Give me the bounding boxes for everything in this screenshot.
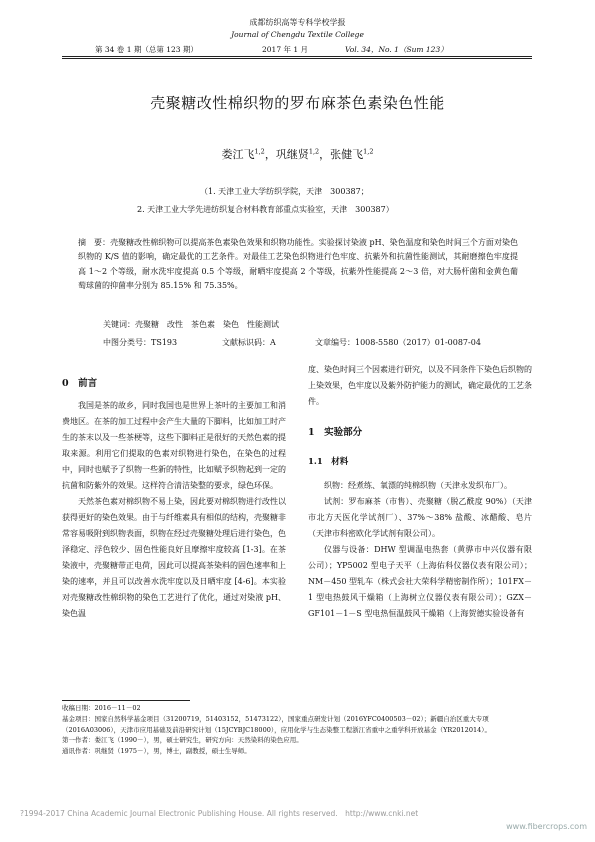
article-number: 文章编号：1008-5580（2017）01-0087-04 — [315, 338, 481, 347]
abstract: 摘 要：壳聚糖改性棉织物可以提高茶色素染色效果和织物功能性。实验探讨染液 pH、染色温度和染色时间三个方面对染色织物的 K/S 值的影响，确定最优的工艺条件。对最佳工艺染色织物进行色牢度、抗紫外和抗菌性能测试，其耐磨擦色牢度提高 1～2 个等级，耐水洗牢度提高 0.5 个等级，耐晒牢度提高 2 个等级，抗紫外性能提高 2～3 倍，对大肠杆菌和金黄色葡萄球菌的抑菌率分别为 85.15% 和 75.35%。 — [78, 238, 518, 290]
issue-volume-en: Vol. 34，No. 1（Sum 123） — [345, 45, 448, 54]
paragraph: 度、染色时间三个因素进行研究，以及不同条件下染色后织物的上染效果，色牢度以及紫外防护能力的测试，确定最优的工艺条件。 — [308, 365, 532, 406]
left-column — [62, 398, 286, 622]
footnote-funding: 基金项目：国家自然科学基金项目（31200719，51403152，51473122），国家重点研发计划（2016YFC0400503－02）；新疆自治区重大专项（2016A03006），天津市应用基础及前沿研究计划（15JCYBJC18000），应用化学与生态染整工程浙江省重中之重学科开放基金（YR2012014）。 — [62, 714, 491, 734]
affiliation-2: 2. 天津工业大学先进纺织复合材料教育部重点实验室，天津 300387） — [137, 205, 394, 214]
paragraph: 仪器与设备：DHW 型调温电热套（黄骅市中兴仪器有限公司）；YP5002 型电子天平（上海佑科仪器仪表有限公司）；NM－450 型轧车（株式会社大荣科学精密制作所）；101FX－1 型电热鼓风干燥箱（上海树立仪器仪表有限公司）；GZX－GF101－1－S 型电热恒温鼓风干燥箱（上海贺德实验设备有 — [308, 545, 532, 618]
footnotes — [62, 703, 532, 757]
author-affiliation-mark: 1,2 — [254, 147, 265, 156]
section-heading-intro: 0 前言 — [62, 378, 98, 389]
author: 巩继贤 — [275, 148, 309, 161]
header-rule-2 — [62, 58, 532, 59]
paragraph: 我国是茶的故乡，同时我国也是世界上茶叶的主要加工和消费地区。在茶的加工过程中会产生大量的下脚料，比如加工时产生的茶末以及一些茶梗等，这些下脚料正是很好的天然色素的提取来源。利用它们提取的色素对织物进行染色，在染色的过程中，同时也赋予了织物一些新的特性，比如赋予织物起到一定的抗菌和防紫外的效果。这样符合清洁染整的要求，绿色环保。 — [62, 401, 286, 490]
clc-number: 中图分类号：TS193 — [103, 338, 178, 347]
footnote-rule — [62, 700, 190, 701]
section-heading-experimental: 1 实验部分 — [308, 427, 363, 438]
copyright-notice: ?1994-2017 China Academic Journal Electronic Publishing House. All rights reserved. http://www.cnki.net — [20, 809, 419, 818]
author-affiliation-mark: 1,2 — [363, 147, 374, 156]
paragraph: 天然茶色素对棉织物不易上染，因此要对棉织物进行改性以获得更好的染色效果。由于与纤维素具有相似的结构，壳聚糖非常容易吸附到织物表面，织物在经过壳聚糖处理后进行染色，色泽稳定、浮色较少、固色性能良好且摩擦牢度较高 [1-3]。在茶染液中，壳聚糖带正电荷，因此可以提高茶染料的固色速率和上染的速率，并且可以改善水洗牢度以及日晒牢度 [4-6]。本实验对壳聚糖改性棉织物的染色工艺进行了优化，通过对染液 pH、染色温 — [62, 497, 286, 618]
paragraph: 试剂：罗布麻茶（市售）、壳聚糖（脱乙酰度 90%）（天津市北方天医化学试剂厂）、37%～38% 盐酸、冰醋酸、皂片（天津市科密欧化学试剂有限公司）。 — [308, 497, 532, 538]
subsection-heading-materials: 1.1 材料 — [308, 457, 349, 467]
author: 张健飞 — [330, 148, 364, 161]
journal-name-cn: 成都纺织高等专科学校学报 — [249, 18, 346, 27]
header-rule — [62, 56, 532, 57]
keywords: 关键词：壳聚糖 改性 茶色素 染色 性能测试 — [103, 320, 279, 329]
issue-volume: 第 34 卷 1 期（总第 123 期） — [95, 45, 198, 54]
affiliation-1: （1. 天津工业大学纺织学院，天津 300387； — [200, 187, 369, 196]
author-list: 娄江飞$^{1,2}$，巩继贤$^{1,2}$，张健飞$^{1,2}$ — [221, 147, 374, 161]
footnote-received-date: 收稿日期：2016－11－02 — [62, 704, 141, 712]
author: 娄江飞 — [221, 148, 255, 161]
paper-title: 壳聚糖改性棉织物的罗布麻茶色素染色性能 — [150, 94, 445, 112]
footnote-corresponding-author: 通讯作者：巩继贤（1975－），男，博士，副教授，硕士生导师。 — [62, 747, 251, 756]
paragraph: 织物：经煮练、氧漂的纯棉织物（天津永发织布厂）。 — [324, 481, 512, 490]
watermark: www.fibercrops.com — [506, 822, 587, 831]
issue-date: 2017 年 1 月 — [262, 45, 309, 54]
footnote-first-author: 第一作者：娄江飞（1990－），男，硕士研究生，研究方向：天然染料的染色应用。 — [62, 736, 303, 745]
document-code: 文献标识码：A — [222, 338, 276, 347]
author-affiliation-mark: 1,2 — [308, 147, 320, 156]
right-column — [308, 362, 532, 622]
journal-name-en: Journal of Chengdu Textile College — [231, 30, 364, 39]
